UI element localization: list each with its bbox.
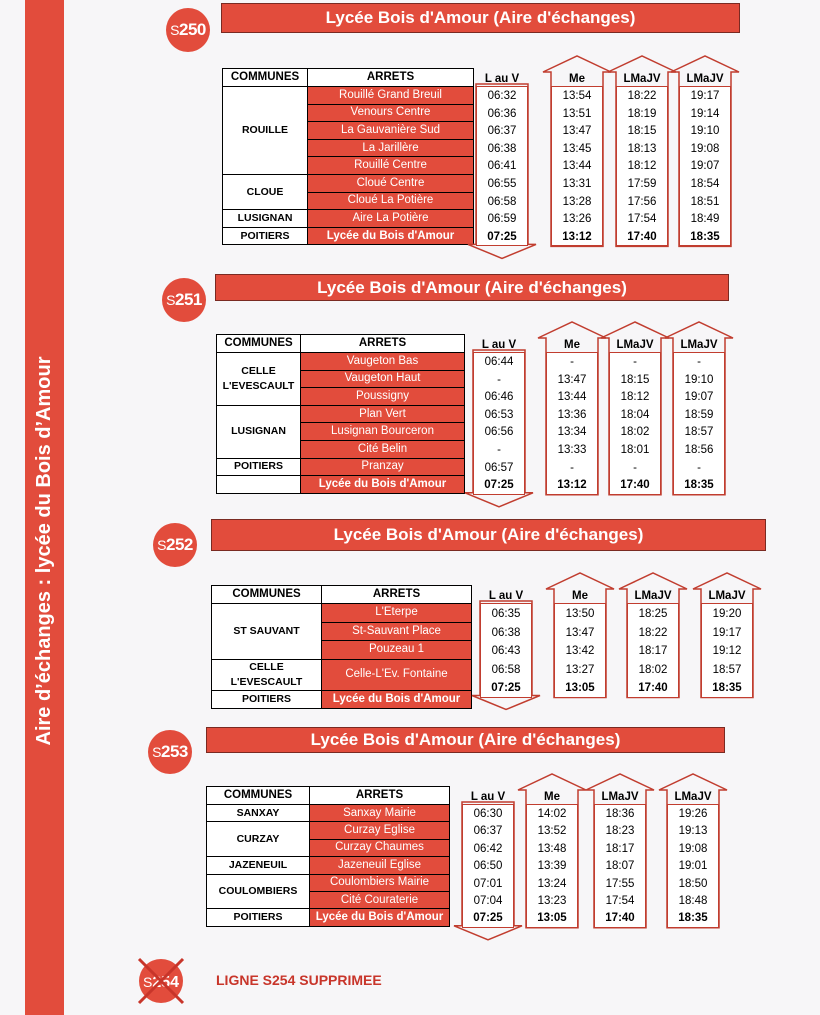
time-cell: 17:40: [605, 912, 635, 925]
time-cell: 06:57: [484, 461, 514, 474]
stops-table: [211, 585, 472, 709]
time-cell: 19:08: [690, 142, 720, 155]
time-cell: 13:48: [537, 842, 567, 855]
time-cell: 18:35: [690, 230, 720, 243]
time-cell: 13:51: [562, 107, 592, 120]
time-cell: -: [633, 356, 637, 368]
stops-table: [222, 68, 474, 245]
stop-cell: Rouillé Grand Breuil: [308, 87, 474, 105]
time-cell: 19:17: [690, 90, 720, 102]
commune-cell: POITIERS: [212, 690, 322, 709]
line-title: Lycée Bois d'Amour (Aire d'échanges): [221, 3, 740, 33]
stop-cell: Lycée du Bois d'Amour: [322, 690, 472, 709]
table-row: [207, 857, 450, 874]
stop-cell: Sanxay Mairie: [310, 805, 450, 822]
time-column: [667, 788, 719, 925]
communes-header: COMMUNES: [207, 787, 310, 805]
time-cell: 13:36: [557, 408, 587, 421]
time-cell: 13:52: [537, 825, 567, 838]
time-cell: 13:45: [562, 142, 592, 155]
stop-cell: Rouillé Centre: [308, 157, 474, 175]
time-column-header: Me: [564, 339, 580, 351]
table-row: [207, 822, 450, 839]
time-column: [554, 587, 606, 694]
time-column: [462, 788, 514, 925]
time-column: [609, 336, 661, 492]
stop-cell: Cloué Centre: [308, 174, 474, 192]
badge-prefix: S: [170, 22, 179, 38]
commune-cell: [217, 476, 301, 494]
time-cell: 13:44: [557, 391, 587, 404]
time-cell: 18:15: [620, 373, 650, 386]
table-row: [217, 458, 465, 476]
time-column-header: LMaJV: [623, 73, 661, 85]
commune-cell: ROUILLE: [223, 87, 308, 175]
time-column-header: LMaJV: [708, 590, 746, 602]
time-column-header: LMaJV: [616, 339, 654, 351]
time-cell: 06:58: [487, 195, 517, 208]
time-cell: 13:12: [557, 479, 587, 492]
stop-cell: Venours Centre: [308, 104, 474, 122]
time-cell: 13:31: [562, 177, 592, 190]
stop-cell: Coulombiers Mairie: [310, 874, 450, 891]
time-cell: 06:59: [487, 213, 517, 226]
time-cell: 14:02: [537, 808, 567, 820]
time-cell: 06:44: [484, 356, 514, 368]
time-cell: 18:02: [620, 426, 650, 439]
time-column: [627, 587, 679, 694]
time-cell: 18:12: [627, 160, 657, 173]
badge-number: 251: [174, 290, 202, 309]
time-cell: 06:58: [491, 663, 521, 676]
time-cell: 18:25: [638, 608, 668, 620]
table-row: [212, 690, 472, 709]
badge-prefix: S: [157, 537, 166, 553]
arrets-header: ARRETS: [308, 69, 474, 87]
time-column: [616, 70, 668, 243]
time-cell: -: [497, 443, 501, 456]
stop-cell: Vaugeton Bas: [301, 353, 465, 371]
line-badge: [148, 730, 192, 774]
stop-cell: Lycée du Bois d'Amour: [310, 909, 450, 926]
stop-cell: Curzay Chaumes: [310, 839, 450, 856]
time-cell: 13:34: [557, 426, 587, 439]
line-title: Lycée Bois d'Amour (Aire d'échanges): [215, 274, 729, 301]
table-row: [212, 604, 472, 623]
time-cell: 19:14: [690, 107, 720, 120]
svg-text:S254: S254: [142, 974, 180, 991]
commune-cell: POITIERS: [223, 227, 308, 245]
time-cell: 18:57: [712, 663, 742, 676]
commune-cell: JAZENEUIL: [207, 857, 310, 874]
time-cell: 18:01: [620, 443, 650, 456]
communes-header: COMMUNES: [212, 586, 322, 604]
time-cell: 18:22: [627, 90, 657, 102]
time-cell: 19:07: [684, 391, 714, 404]
commune-cell: POITIERS: [207, 909, 310, 926]
time-cell: 13:24: [537, 877, 567, 890]
time-cell: 17:40: [638, 682, 668, 694]
time-cell: -: [633, 461, 637, 474]
time-cell: 13:50: [565, 608, 595, 620]
time-cell: -: [570, 356, 574, 368]
time-column-header: LMaJV: [674, 791, 712, 803]
time-cell: -: [497, 373, 501, 386]
commune-cell: LUSIGNAN: [223, 210, 308, 228]
time-cell: 19:17: [712, 626, 742, 639]
time-cell: 17:40: [627, 230, 657, 243]
time-cell: 19:26: [678, 808, 708, 820]
time-cell: 06:43: [491, 645, 521, 657]
stop-cell: La Jarillère: [308, 139, 474, 157]
time-cell: 06:38: [491, 626, 521, 639]
time-cell: 06:37: [487, 125, 517, 138]
time-cell: -: [697, 461, 701, 474]
time-cell: 17:40: [620, 479, 650, 492]
time-cell: 18:57: [684, 426, 714, 439]
time-cell: 13:47: [557, 373, 587, 386]
time-cell: 18:07: [605, 860, 635, 873]
time-cell: 18:15: [627, 125, 657, 138]
table-row: [207, 909, 450, 926]
arrets-header: ARRETS: [301, 335, 465, 353]
stop-cell: Celle-L'Ev. Fontaine: [322, 659, 472, 690]
table-row: [223, 87, 474, 105]
time-cell: 13:26: [562, 213, 592, 226]
time-cell: 13:05: [565, 682, 595, 694]
time-cell: 13:05: [537, 912, 567, 925]
time-cell: 06:46: [484, 391, 514, 404]
time-cell: 13:33: [557, 443, 587, 456]
stop-cell: Lusignan Bourceron: [301, 423, 465, 441]
stop-cell: Plan Vert: [301, 405, 465, 423]
badge-prefix: S: [166, 292, 175, 308]
time-column-header: L au V: [484, 73, 520, 85]
table-row: [223, 174, 474, 192]
time-cell: 07:01: [473, 877, 503, 890]
time-column: [473, 336, 525, 492]
time-column: [551, 70, 603, 243]
stops-table: [206, 786, 450, 927]
time-column-header: L au V: [481, 339, 517, 351]
removed-line-label: LIGNE S254 SUPPRIMEE: [216, 972, 382, 988]
table-row: [223, 210, 474, 228]
time-cell: 17:54: [627, 213, 657, 226]
commune-cell: ST SAUVANT: [212, 604, 322, 660]
commune-cell: POITIERS: [217, 458, 301, 476]
time-column-header: LMaJV: [686, 73, 724, 85]
time-cell: 13:28: [562, 195, 592, 208]
stop-cell: Pouzeau 1: [322, 641, 472, 660]
time-cell: 17:55: [605, 877, 635, 890]
table-row: [217, 405, 465, 423]
time-column-header: LMaJV: [634, 590, 672, 602]
time-cell: 18:35: [678, 912, 708, 925]
stop-cell: Cloué La Potière: [308, 192, 474, 210]
time-cell: -: [697, 356, 701, 368]
stop-cell: Jazeneuil Eglise: [310, 857, 450, 874]
time-column-header: Me: [569, 73, 585, 85]
table-row: [212, 659, 472, 690]
time-cell: 18:49: [690, 213, 720, 226]
time-cell: 18:02: [638, 663, 668, 676]
time-cell: 06:37: [473, 825, 503, 838]
time-column: [701, 587, 753, 694]
commune-cell: SANXAY: [207, 805, 310, 822]
time-cell: 13:54: [562, 90, 592, 102]
time-cell: 18:04: [620, 408, 650, 421]
time-cell: 18:19: [627, 107, 657, 120]
time-column-header: LMaJV: [601, 791, 639, 803]
time-cell: 13:39: [537, 860, 567, 873]
time-cell: 06:53: [484, 408, 514, 421]
badge-prefix: S: [152, 744, 161, 760]
arrets-header: ARRETS: [322, 586, 472, 604]
time-column-header: L au V: [488, 590, 524, 602]
time-cell: 13:23: [537, 894, 567, 907]
time-cell: 07:25: [484, 479, 514, 492]
commune-cell: CLOUE: [223, 174, 308, 209]
time-cell: 17:56: [627, 195, 657, 208]
commune-cell: CELLE L'EVESCAULT: [217, 353, 301, 406]
time-cell: 06:50: [473, 860, 503, 873]
time-cell: 19:20: [712, 608, 742, 620]
badge-number: 250: [178, 20, 206, 39]
stop-cell: Cité Couraterie: [310, 891, 450, 908]
time-cell: 18:50: [678, 877, 708, 890]
time-column: [546, 336, 598, 492]
time-cell: 18:23: [605, 825, 635, 838]
stop-cell: Lycée du Bois d'Amour: [301, 476, 465, 494]
commune-cell: CELLE L'EVESCAULT: [212, 659, 322, 690]
badge-number: 253: [160, 742, 188, 761]
commune-cell: COULOMBIERS: [207, 874, 310, 909]
time-cell: 13:42: [565, 645, 595, 657]
time-cell: 07:04: [473, 894, 503, 907]
time-cell: 13:44: [562, 160, 592, 173]
time-cell: 13:47: [562, 125, 592, 138]
time-column: [594, 788, 646, 925]
time-cell: -: [570, 461, 574, 474]
time-cell: 06:55: [487, 177, 517, 190]
time-cell: 18:54: [690, 177, 720, 190]
table-row: [207, 805, 450, 822]
time-cell: 19:13: [678, 825, 708, 838]
communes-header: COMMUNES: [217, 335, 301, 353]
time-cell: 19:08: [678, 842, 708, 855]
time-cell: 13:27: [565, 663, 595, 676]
line-badge: [153, 523, 197, 567]
time-cell: 19:01: [678, 860, 708, 873]
time-cell: 07:25: [473, 912, 503, 925]
time-cell: 18:12: [620, 391, 650, 404]
table-row: [217, 476, 465, 494]
time-cell: 06:30: [473, 808, 503, 820]
stop-cell: Cité Belin: [301, 440, 465, 458]
time-cell: 06:35: [491, 608, 521, 620]
time-column: [526, 788, 578, 925]
stop-cell: Poussigny: [301, 388, 465, 406]
time-cell: 18:36: [605, 808, 635, 820]
time-cell: 06:38: [487, 142, 517, 155]
sidebar-title: Aire d’échanges : lycée du Bois d’Amour: [33, 356, 55, 746]
communes-header: COMMUNES: [223, 69, 308, 87]
time-cell: 13:47: [565, 626, 595, 639]
removed-line-badge: [135, 955, 187, 1012]
time-cell: 07:25: [487, 230, 517, 243]
time-cell: 18:51: [690, 195, 720, 208]
stop-cell: Lycée du Bois d'Amour: [308, 227, 474, 245]
stop-cell: L'Eterpe: [322, 604, 472, 623]
line-badge: [166, 8, 210, 52]
line-title: Lycée Bois d'Amour (Aire d'échanges): [206, 727, 725, 753]
commune-cell: CURZAY: [207, 822, 310, 857]
time-column: [679, 70, 731, 243]
time-cell: 19:12: [712, 645, 742, 657]
time-cell: 13:12: [562, 230, 592, 243]
time-cell: 17:59: [627, 177, 657, 190]
time-column-header: L au V: [470, 791, 506, 803]
time-column-header: LMaJV: [680, 339, 718, 351]
time-column-header: Me: [572, 590, 588, 602]
time-cell: 07:25: [491, 682, 521, 694]
time-cell: 19:07: [690, 160, 720, 173]
time-cell: 18:35: [684, 479, 714, 492]
time-cell: 18:56: [684, 443, 714, 456]
badge-number: 252: [165, 535, 193, 554]
time-cell: 18:48: [678, 894, 708, 907]
time-cell: 18:22: [638, 626, 668, 639]
time-cell: 06:56: [484, 426, 514, 439]
time-cell: 19:10: [684, 373, 714, 386]
stop-cell: St-Sauvant Place: [322, 622, 472, 641]
time-cell: 18:17: [605, 842, 635, 855]
stop-cell: Aire La Potière: [308, 210, 474, 228]
time-cell: 18:35: [712, 682, 742, 694]
time-cell: 19:10: [690, 125, 720, 138]
stop-cell: Pranzay: [301, 458, 465, 476]
time-column-header: Me: [544, 791, 560, 803]
time-cell: 18:17: [638, 645, 668, 657]
stop-cell: Vaugeton Haut: [301, 370, 465, 388]
arrets-header: ARRETS: [310, 787, 450, 805]
time-column: [673, 336, 725, 492]
time-column: [476, 70, 528, 243]
time-cell: 18:59: [684, 408, 714, 421]
table-row: [207, 874, 450, 891]
time-cell: 06:36: [487, 107, 517, 120]
table-row: [223, 227, 474, 245]
time-column: [480, 587, 532, 694]
line-badge: [162, 278, 206, 322]
time-cell: 06:41: [487, 160, 517, 173]
time-cell: 17:54: [605, 894, 635, 907]
time-cell: 06:42: [473, 842, 503, 855]
line-title: Lycée Bois d'Amour (Aire d'échanges): [211, 519, 766, 551]
stop-cell: La Gauvanière Sud: [308, 122, 474, 140]
table-row: [217, 353, 465, 371]
time-cell: 18:13: [627, 142, 657, 155]
time-cell: 06:32: [487, 90, 517, 102]
stop-cell: Curzay Eglise: [310, 822, 450, 839]
commune-cell: LUSIGNAN: [217, 405, 301, 458]
stops-table: [216, 334, 465, 494]
